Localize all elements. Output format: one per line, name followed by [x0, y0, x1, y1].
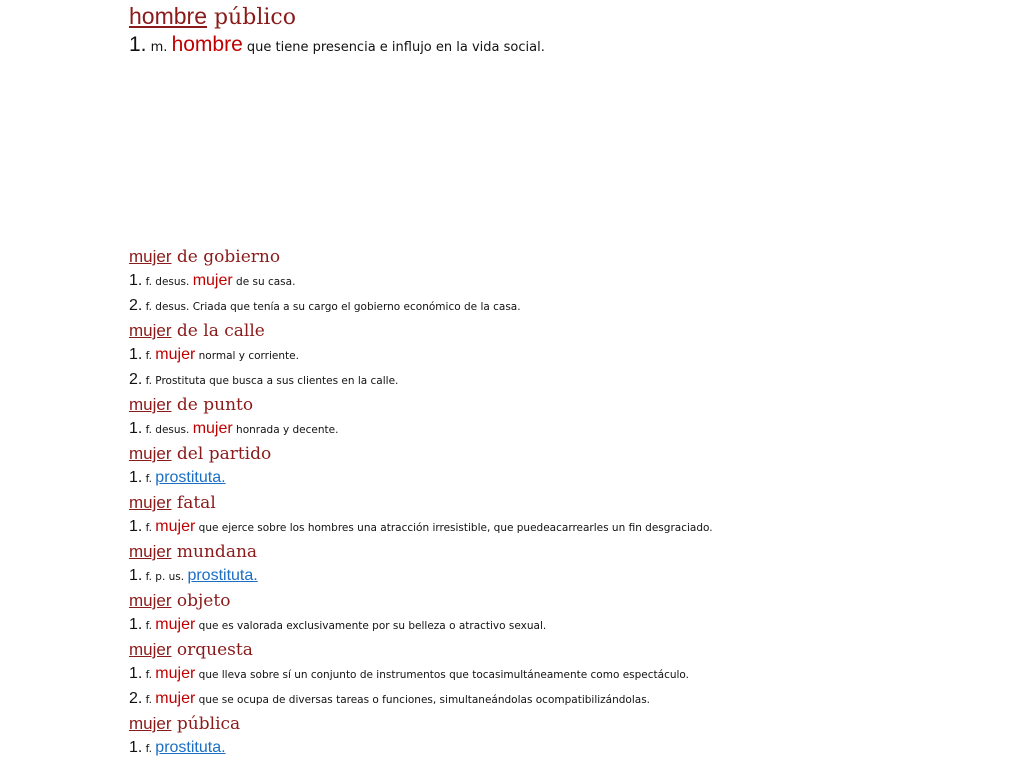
keyword: mujer	[192, 420, 233, 437]
entry-heading	[129, 638, 1009, 662]
grammar-label: f. desus.	[142, 276, 193, 288]
keyword: mujer	[155, 690, 196, 707]
sense-number: 1.	[129, 420, 143, 437]
phrase-rest: de punto	[171, 395, 254, 415]
headword[interactable]: mujer	[129, 395, 172, 414]
phrase-rest: de la calle	[171, 321, 265, 341]
definition-line	[129, 564, 1009, 589]
definition-line	[129, 613, 1009, 638]
phrase-rest: del partido	[171, 444, 272, 464]
sense-number: 2.	[129, 297, 143, 314]
definition-text: que ejerce sobre los hombres una atracción irresistible, que puedeacarrearles un fin desgraciado.	[195, 522, 713, 534]
phrase-rest: fatal	[171, 493, 216, 513]
sense-number: 1.	[129, 33, 147, 56]
definition-text: Prostituta que busca a sus clientes en la calle.	[155, 375, 399, 387]
entry-heading	[129, 589, 1009, 613]
definition-text: que es valorada exclusivamente por su belleza o atractivo sexual.	[195, 620, 547, 632]
definition-line	[129, 294, 1009, 319]
phrase-rest: de gobierno	[171, 247, 281, 267]
definition-text: que se ocupa de diversas tareas o funciones, simultaneándolas ocompatibilizándolas.	[195, 694, 650, 706]
definition-line	[129, 736, 1009, 761]
definition-line	[129, 466, 1009, 491]
sense-number: 1.	[129, 346, 143, 363]
entry-heading	[129, 540, 1009, 564]
headword[interactable]: mujer	[129, 542, 172, 561]
definition-text: normal y corriente.	[195, 350, 299, 362]
sense-number: 1.	[129, 567, 143, 584]
grammar-label: f.	[142, 694, 156, 706]
headword[interactable]: mujer	[129, 247, 172, 266]
entry-heading	[129, 393, 1009, 417]
cross-reference-link[interactable]: prostituta.	[155, 469, 226, 486]
keyword: mujer	[155, 616, 196, 633]
entry-heading	[129, 319, 1009, 343]
keyword: mujer	[155, 665, 196, 682]
headword[interactable]: mujer	[129, 591, 172, 610]
phrase-rest: objeto	[171, 591, 231, 611]
entry-hombre-publico	[129, 2, 1009, 61]
sense-number: 2.	[129, 690, 143, 707]
dictionary-entry	[129, 442, 1009, 491]
phrase-rest: pública	[171, 714, 241, 734]
headword[interactable]: mujer	[129, 640, 172, 659]
headword[interactable]: mujer	[129, 493, 172, 512]
entry-heading	[129, 491, 1009, 515]
headword[interactable]: mujer	[129, 714, 172, 733]
cross-reference-link[interactable]: prostituta.	[187, 567, 258, 584]
entry-heading	[129, 2, 1009, 32]
dictionary-entry	[129, 638, 1009, 712]
entry-heading	[129, 442, 1009, 466]
cross-reference-link[interactable]: prostituta.	[155, 739, 226, 756]
entry-heading	[129, 712, 1009, 736]
headword[interactable]: hombre	[129, 3, 207, 29]
grammar-label: f.	[142, 350, 156, 362]
headword[interactable]: mujer	[129, 321, 172, 340]
dictionary-entry	[129, 393, 1009, 442]
dictionary-entry	[129, 245, 1009, 319]
keyword: mujer	[155, 518, 196, 535]
dictionary-entry	[129, 589, 1009, 638]
definition-text: honrada y decente.	[232, 424, 339, 436]
sense-number: 1.	[129, 518, 143, 535]
entry-list	[129, 245, 1009, 761]
phrase-rest: orquesta	[171, 640, 253, 660]
grammar-label: f.	[142, 620, 156, 632]
blank-gap	[129, 61, 1009, 245]
grammar-label: f. p. us.	[142, 571, 188, 583]
grammar-label: f. desus.	[142, 424, 193, 436]
grammar-label: f.	[142, 473, 156, 485]
grammar-label: f.	[142, 743, 156, 755]
definition-text: Criada que tenía a su cargo el gobierno económico de la casa.	[192, 301, 521, 313]
definition-line	[129, 368, 1009, 393]
dictionary-entry	[129, 712, 1009, 761]
grammar-label: f. desus.	[142, 301, 193, 313]
entry-heading	[129, 245, 1009, 269]
dictionary-entry	[129, 491, 1009, 540]
dictionary-entry	[129, 540, 1009, 589]
definition-line	[129, 417, 1009, 442]
definition-text: que tiene presencia e influjo en la vida social.	[242, 40, 545, 55]
phrase-rest: público	[206, 5, 296, 30]
grammar-label: f.	[142, 522, 156, 534]
definition-text: de su casa.	[232, 276, 296, 288]
sense-number: 2.	[129, 371, 143, 388]
definition-line	[129, 515, 1009, 540]
sense-number: 1.	[129, 665, 143, 682]
grammar-label: f.	[142, 375, 156, 387]
dictionary-entry	[129, 319, 1009, 393]
definition-line	[129, 687, 1009, 712]
sense-number: 1.	[129, 469, 143, 486]
definition-text: que lleva sobre sí un conjunto de instrumentos que tocasimultáneamente como espectáculo.	[195, 669, 690, 681]
headword[interactable]: mujer	[129, 444, 172, 463]
sense-number: 1.	[129, 272, 143, 289]
dictionary-page	[129, 0, 1009, 761]
grammar-label: m.	[146, 40, 172, 55]
definition-line	[129, 269, 1009, 294]
keyword: mujer	[155, 346, 196, 363]
phrase-rest: mundana	[171, 542, 258, 562]
keyword: hombre	[171, 33, 243, 56]
sense-number: 1.	[129, 739, 143, 756]
definition-line	[129, 662, 1009, 687]
grammar-label: f.	[142, 669, 156, 681]
sense-number: 1.	[129, 616, 143, 633]
definition-line	[129, 32, 1009, 61]
definition-line	[129, 343, 1009, 368]
keyword: mujer	[192, 272, 233, 289]
